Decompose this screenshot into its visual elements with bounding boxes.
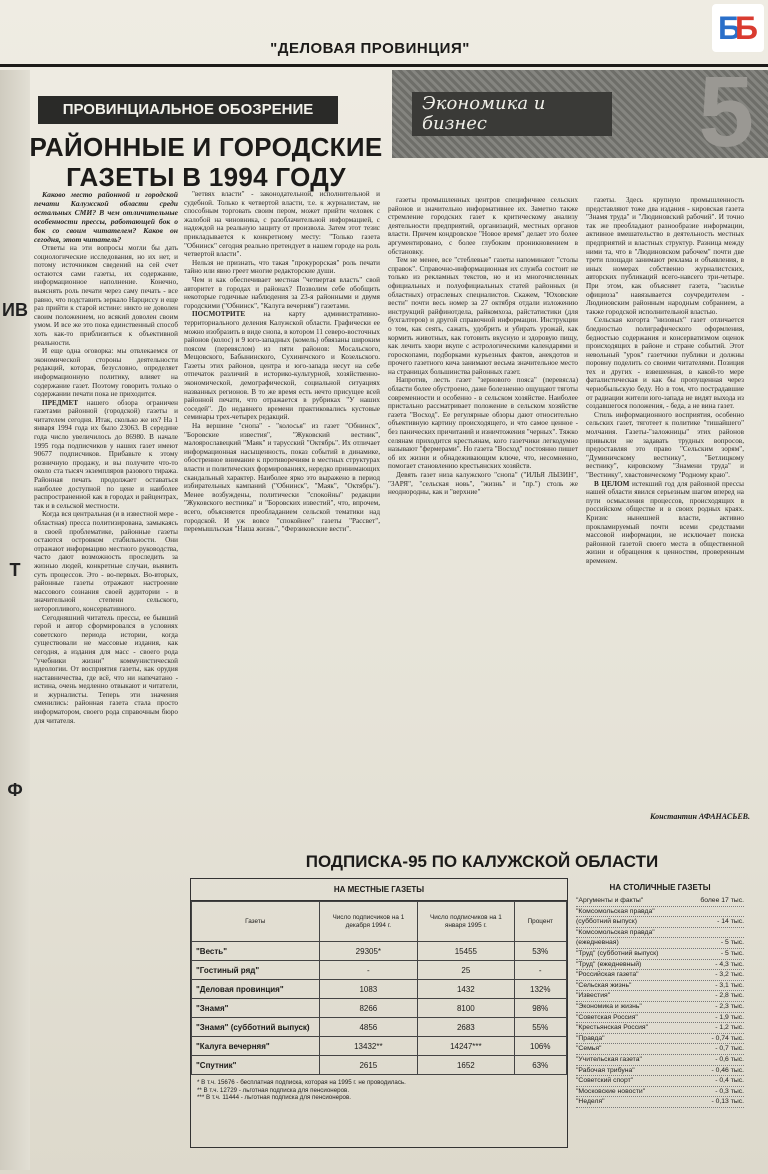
newspaper-name: "Экономика и жизнь"	[576, 1002, 642, 1010]
table-cell: 15455	[418, 942, 514, 961]
article-paragraph: Ответы на эти вопросы могли бы дать социологические исследования, но их нет, и потому источником сведений на сей счет остаются сами газеты, их содержание, информационное наполнение. Конечно, выяснять роль печати через саму печать - все равно, что подставить зеркало Нарциссу и еще раз прийти к старой истине: никто не доволен своим положением, но всякий доволен своим умом. И все же это пока единственный способ хоть как-то приблизиться к объективной реальности.	[34, 244, 178, 347]
adjacent-page-strip	[0, 70, 30, 1170]
newspaper-name: (субботний выпуск)	[576, 918, 638, 926]
article-paragraph	[586, 480, 744, 566]
newspaper-name: "Аргументы и факты"	[576, 897, 644, 904]
table-row	[192, 999, 567, 1018]
page-number: 5	[698, 56, 754, 168]
newspaper-name: "Московские новости"	[576, 1087, 646, 1095]
logo-letter: Б	[735, 9, 758, 46]
table-header: Число подписчиков на 1 января 1995 г.	[418, 902, 514, 942]
subscriber-count: - 0,3 тыс.	[715, 1087, 744, 1095]
adjacent-page-fragment: Т	[9, 560, 21, 580]
article-paragraph: Девять газет низа калужского "снопа" ("ИЛЬЯ ЛЫЗИН", "ЗАРЯ", "сельская новь", "жизнь" и "пр.") столь же неоднородны, как и "верхние"	[388, 471, 578, 497]
table-cell: 8100	[418, 999, 514, 1018]
subscriber-count: - 5 тыс.	[720, 939, 744, 947]
masthead: "ДЕЛОВАЯ ПРОВИНЦИЯ"	[270, 40, 470, 57]
article-paragraph: Нельзя не признать, что такая "прокурорская" роль печати тайно или явно греет многие редакторские души.	[184, 258, 380, 276]
table-footnotes	[191, 1075, 567, 1106]
table-cell: -	[514, 961, 567, 980]
paragraph-text: истекший год для районной прессы нашей области явился серьезным шагом вперед на пути осмысления процессов, происходящих в российском обществе и в своих родных краях. Кризис нынешней власти, активно прокламируемый почти всеми средствами массовой информации, не исключает поиска районной газетой своего места в общественной жизни и обращения к ценностям, проверенным временем.	[586, 479, 744, 565]
table-cell: 106%	[514, 1037, 567, 1056]
list-item	[576, 896, 744, 907]
article-paragraph	[34, 399, 178, 511]
list-item	[576, 1087, 744, 1098]
local-subscription-box	[190, 878, 568, 1148]
table-cell: 98%	[514, 999, 567, 1018]
table-cell: 29305*	[319, 942, 418, 961]
article-paragraph: Когда вся центральная (и в известной мере - областная) пресса политизирована, замыкаясь в своей проблематике, районные газеты остаются островком стабильности. Они отражают информацию местного руководства, часто дают возможность проследить за жизнью людей, конкретные случаи, выявить суть процессов. Это - во-первых. Во-вторых, районные газеты отражают настроение массового сознания своей аудитории - в значительной степени сельского, неторопливого, консервативного.	[34, 510, 178, 613]
article-paragraph: Сельская когорта "низовых" газет отличается бледностью полиграфического оформления, бедностью содержания и консерватизмом оценок происходящих в районе и стране событий. Этот невольный "урок" газетчики публики и должны поровну поделить со своими читателями. Позиция тех и других - взвешенная, в какой-то мере фаталистическая и как бы пропущенная через чернобыльскую беду. Но в том, что пострадавшие от радиации жители юго-запада не видят выхода из создавшегося положения, - беда, а не вина газет.	[586, 316, 744, 411]
list-item	[576, 981, 744, 992]
newspaper-name: "Советская Россия"	[576, 1013, 638, 1021]
list-item	[576, 1034, 744, 1045]
footnote: ** В т.ч. 12729 - льготная подписка для пенсионеров.	[197, 1086, 350, 1094]
page-title: РАЙОННЫЕ И ГОРОДСКИЕ ГАЗЕТЫ В 1994 ГОДУ	[29, 132, 383, 192]
list-item	[576, 970, 744, 981]
adjacent-page-fragment: ИВ	[2, 300, 28, 320]
newspaper-name: "Известия"	[576, 992, 611, 1000]
subscriber-count: - 5 тыс.	[720, 949, 744, 957]
footnote: * В т.ч. 15676 - бесплатная подписка, которая на 1995 г. не проводилась.	[197, 1079, 406, 1086]
newspaper-name: "Семья"	[576, 1045, 602, 1053]
newspaper-name: "Советский спорт"	[576, 1077, 634, 1085]
list-item	[576, 1076, 744, 1087]
article-lead: Каково место районной и городской печати Калужской области среди остальных СМИ? В чем отличительные особенности прессы, работающей бок о бок со своим читателем? Каков он сегодня, этот читатель?	[34, 190, 178, 244]
newspaper-name: "Рабочая трибуна"	[576, 1066, 635, 1074]
table-header: Газеты	[192, 902, 320, 942]
subscriber-count: - 3,1 тыс.	[715, 981, 744, 989]
article-paragraph: Сегодняшний читатель прессы, ее бывший герой и автор сформировался в условиях советского периода истории, когда существовали не массовые издания, как сегодня, а издания для масс - своего рода "учебники жизни" коммунистической идеологии. От восприятия газеты, как орудия наставничества, где всё, что ни напечатано - истина, очень медленно отвыкают и читатели, и журналисты. Теперь эти значения сменились: районная газета стала просто информатором, своего рода справочным бюро для читателя.	[34, 613, 178, 725]
table-cell: 1432	[418, 980, 514, 999]
table-cell: 132%	[514, 980, 567, 999]
newspaper-name: "Труд" (субботний выпуск)	[576, 949, 659, 957]
subscriber-count: - 3,2 тыс.	[715, 971, 744, 979]
table-row	[192, 980, 567, 999]
subscriber-count: - 0,13 тыс.	[711, 1098, 744, 1106]
subscriber-count: - 1,9 тыс.	[715, 1013, 744, 1021]
table-cell: 53%	[514, 942, 567, 961]
list-item	[576, 1044, 744, 1055]
list-item	[576, 991, 744, 1002]
table-header: Число подписчиков на 1 декабря 1994 г.	[319, 902, 418, 942]
subscriber-count: более 17 тыс.	[700, 897, 744, 904]
table-row	[192, 1056, 567, 1075]
table-cell: 13432**	[319, 1037, 418, 1056]
table-cell: 4856	[319, 1018, 418, 1037]
section-bar: ПРОВИНЦИАЛЬНОЕ ОБОЗРЕНИЕ	[38, 96, 338, 124]
article-paragraph: Чем и как обеспечивает местная "четвертая власть" свой авторитет в городах и районах? Позволим себе обобщить некоторые годичные наблюдения за 23-я районными и двумя городскими ("Обнинск", "Калуга вечерняя") газетами.	[184, 275, 380, 310]
table-row	[192, 1037, 567, 1056]
table-cell: "Знамя"	[192, 999, 320, 1018]
newspaper-name: "Комсомольская правда"	[576, 928, 655, 936]
list-item	[576, 907, 744, 918]
local-subscription-title: НА МЕСТНЫЕ ГАЗЕТЫ	[191, 879, 567, 901]
newspaper-name: (ежедневная)	[576, 939, 619, 947]
rubric-label: Экономика и бизнес	[412, 92, 612, 136]
logo-letter: Б	[718, 9, 741, 46]
article-paragraph: На вершине "снопа" - "колосья" из газет "Обнинск", "Боровские известия", "Жуковский вестник", малоярославецкий "Маяк" и тарусский "Октябрь". Их отличает информационная насыщенность, показ событий в динамике, обостренное внимание к противоречиям в местных структурах власти и политических формированиях, нередко принимающих скандальный характер. Наиболее ярко это выражено в период избирательных кампаний ("Обнинск", "Маяк", "Октябрь"). Менее возбуждены, политически "спокойны" редакции "Жуковского вестника" и "Боровских известий", что, впрочем, всего, объясняется преобладанием сельской тематики над городской. И уж вовсе "спокойнее" газеты "Рассвет", перемышльская "Наша жизнь", "Ферзиковские вести".	[184, 422, 380, 534]
table-cell: "Гостиный ряд"	[192, 961, 320, 980]
table-cell: 2615	[319, 1056, 418, 1075]
list-item	[576, 928, 744, 939]
newspaper-name: "Учительская газета"	[576, 1055, 642, 1063]
table-cell: -	[319, 961, 418, 980]
paragraph-text: на карту административно-территориального деления Калужской области. Графически ее можно изобразить в виде снопа, в котором 11 северо-восточных районов (колос) и 9 юго-западных (комель) обвязаны широким поясом (перевяслом) из пяти районов: Мосальского, Мещовского, Бабынинского, Сухиничского и Козельского. Газеты этих районов, центра и юго-запада несут на себе отпечаток различий в историко-культурной, хозяйственно-экономической, демографической, социальной ситуациях названных регионов. В то же время есть нечто присущее всей районной печати, что отражается в рубриках "У наших соседей". До недавнего времени практиковались кустовые семинары трех-четырех редакций.	[184, 310, 380, 422]
newspaper-name: "Сельская жизнь"	[576, 981, 632, 989]
subscription-table	[191, 901, 567, 1075]
article-paragraph: газеты промышленных центров специфичнее сельских районов и значительно информативнее их. Заметно также стремление городских газет к критическому анализу деятельности предприятий, организаций, местных органов власти. Причем кондровское "Новое время" делает это более аргументировано, с более глубоким проникновением в обстановку.	[388, 196, 578, 256]
article-paragraph: Тем не менее, все "стеблевые" газеты напоминают "столы справок". Справочно-информационная их служба состоит не только из рекламных текстов, но и из многочисленных официальных и полуофициальных статей районных (и областных) отраслевых специалистов. Скажем, "Юховские вести" почти весь номер за 27 октября отдали изложению инструкций райфинотдела, райкомхоза, райстатистики (для бухгалтеров) и другой справочной информации. Инструкции о том, как сеять, сажать, удобрить и убирать урожай, как кормить животных, как готовить вкусную и здоровую пищу, как лечить хвори вкупе с астрологическими календарями и гороскопами, подборками курьезных фактов, анекдотов и прочего газетного кича занимают весьма значительное место на страницах большинства районных газет.	[388, 256, 578, 376]
table-cell: "Спутник"	[192, 1056, 320, 1075]
watermark-logo	[712, 4, 764, 52]
list-item	[576, 1055, 744, 1066]
newspaper-name: "Российская газета"	[576, 971, 639, 979]
paragraph-text: нашего обзора ограничен газетами районной (городской) газеты и читателем сегодня. Итак, сколько же их? На 1 января 1994 года их было 23063. В середине года число увеличилось до 86980. В начале 1995 года подписчиков у наших газет имеют 90677 подписчиков. Прибавьте к этому розничную продажу, и вы получите что-то около ста тысяч экземпляров разового тиража. Районная печать продолжает оставаться наиболее доступной по цене и наиболее распространенной как в городах и райцентрах, так и в сельской местности.	[34, 398, 178, 510]
table-cell: 55%	[514, 1018, 567, 1037]
newspaper-name: "Правда"	[576, 1034, 605, 1042]
table-header: Процент	[514, 902, 567, 942]
subscription-title: ПОДПИСКА-95 ПО КАЛУЖСКОЙ ОБЛАСТИ	[305, 852, 659, 871]
capital-list	[576, 896, 744, 1108]
table-row	[192, 1018, 567, 1037]
article-paragraph	[184, 310, 380, 422]
table-cell: "Весть"	[192, 942, 320, 961]
subscriber-count: - 0,7 тыс.	[715, 1045, 744, 1053]
article-paragraph: Напротив, лесть газет "зернового пояса" (перевясла) области более обустроено, даже болезненно ощущают тяготы современности и особенно - в сельском хозяйстве. Наиболее пристально рассматривает положение в сельском хозяйстве газета "Восход". Ее регулярные обзоры дают относительно объективную картину происходящего, и что самое ценное - без панических причитаний и изничтожения "черных". Тяжко селянам приходится крестьянам, кого газетчики легкодумно называют "фермерами". Но газета "Восход" постоянно пишет об их жизни и обнадеживающим ключе, что, несомненно, помогает становлению крестьянских хозяйств.	[388, 376, 578, 471]
list-item	[576, 949, 744, 960]
article-paragraph: Стиль информационного восприятия, особенно сельских газет, тяготеет к политике "тишайшего" молчания. Газеты-"заложницы" этих районов привыкли не задавать трудных вопросов, предоставляя это право "Сельским зорям", "Думиничскому вестнику", "Бетлицкому вестнику", кировскому "Знамени труда" и "Вестнику", хвастовическому "Родному краю".	[586, 410, 744, 479]
subscriber-count: - 1,2 тыс.	[715, 1024, 744, 1032]
table-cell: 14247***	[418, 1037, 514, 1056]
newspaper-name: "Неделя"	[576, 1098, 605, 1106]
table-cell: 1083	[319, 980, 418, 999]
list-item	[576, 917, 744, 928]
list-item	[576, 1002, 744, 1013]
article-paragraph: "ветвях власти" - законодательной, исполнительной и судебной. Только к четвертой власти, т.е. к журналистам, не способным торговать своим пером, может прийти человек с жалобой на чиновника, с разоблачительной информацией, с надеждой на реальную защиту от произвола. Затем этот тезис прикладывается к конкретному месту: "Только газета "Обнинск" сегодня реально претендует в нашем городе на роль четвертой власти".	[184, 190, 380, 259]
subscriber-count: - 0,6 тыс.	[715, 1055, 744, 1063]
rubric-banner	[392, 56, 768, 168]
subscriber-count: - 0,74 тыс.	[711, 1034, 744, 1042]
table-cell: 63%	[514, 1056, 567, 1075]
subscriber-count: - 0,46 тыс.	[711, 1066, 744, 1074]
subscriber-count: - 2,3 тыс.	[715, 1002, 744, 1010]
article-paragraph: И еще одна оговорка: мы отвлекаемся от экономической стороны деятельности редакций, которая, безусловно, определяет информационную политику, влияет на содержание газет. Поэтому говорить только о содержании печати пока не приходится.	[34, 347, 178, 399]
article-column-3	[388, 196, 578, 794]
subscriber-count: - 0,4 тыс.	[715, 1077, 744, 1085]
table-cell: 1652	[418, 1056, 514, 1075]
subscriber-count: - 2,8 тыс.	[715, 992, 744, 1000]
list-item	[576, 960, 744, 971]
newspaper-name: "Комсомольская правда"	[576, 907, 655, 915]
list-item	[576, 1066, 744, 1077]
paragraph-caps: ПОСМОТРИТЕ	[192, 310, 246, 319]
adjacent-page-fragment: Ф	[7, 780, 23, 800]
subscriber-count: - 4,3 тыс.	[715, 960, 744, 968]
table-row	[192, 942, 567, 961]
table-row	[192, 961, 567, 980]
masthead-rule	[0, 64, 768, 67]
table-cell: "Калуга вечерняя"	[192, 1037, 320, 1056]
newspaper-name: "Труд" (ежедневный)	[576, 960, 642, 968]
article-paragraph: газеты. Здесь крупную промышленность представляют тоже два издания - кировская газета "Знамя труда" и "Людиновский рабочий". И точно так же преобладают разнообразие информации, активное вмешательство в деятельность местных предприятий и властных структур. Разница между ними та, что в "Людиновском рабочем" почти две трети площади занимают реклама и объявления, в иных номерах собственно журналистских, авторских публикаций всего-навсего три-четыре. При этом, как объясняет газета, "засилье официоза" навязывается соучредителем - Людиновским районным народным собранием, а также городской исполнительной властью.	[586, 196, 744, 316]
footnote: *** В т.ч. 11444 - льготная подписка для пенсионеров.	[197, 1094, 351, 1102]
paragraph-caps: ПРЕДМЕТ	[42, 398, 79, 407]
list-item	[576, 938, 744, 949]
capital-subscription-title: НА СТОЛИЧНЫЕ ГАЗЕТЫ	[609, 883, 711, 892]
table-cell: "Знамя" (субботний выпуск)	[192, 1018, 320, 1037]
article-column-4	[586, 196, 744, 794]
list-item	[576, 1097, 744, 1108]
paragraph-caps: В ЦЕЛОМ	[594, 479, 630, 488]
capital-subscription-box	[576, 880, 744, 1148]
newspaper-name: "Крестьянская Россия"	[576, 1024, 648, 1032]
table-cell: 2683	[418, 1018, 514, 1037]
table-cell: 8266	[319, 999, 418, 1018]
list-item	[576, 1013, 744, 1024]
table-cell: "Деловая провинция"	[192, 980, 320, 999]
article-column-1	[34, 190, 178, 1042]
author-signature: Константин АФАНАСЬЕВ.	[650, 812, 750, 821]
list-item	[576, 1023, 744, 1034]
table-cell: 25	[418, 961, 514, 980]
subscriber-count: - 14 тыс.	[717, 918, 744, 926]
